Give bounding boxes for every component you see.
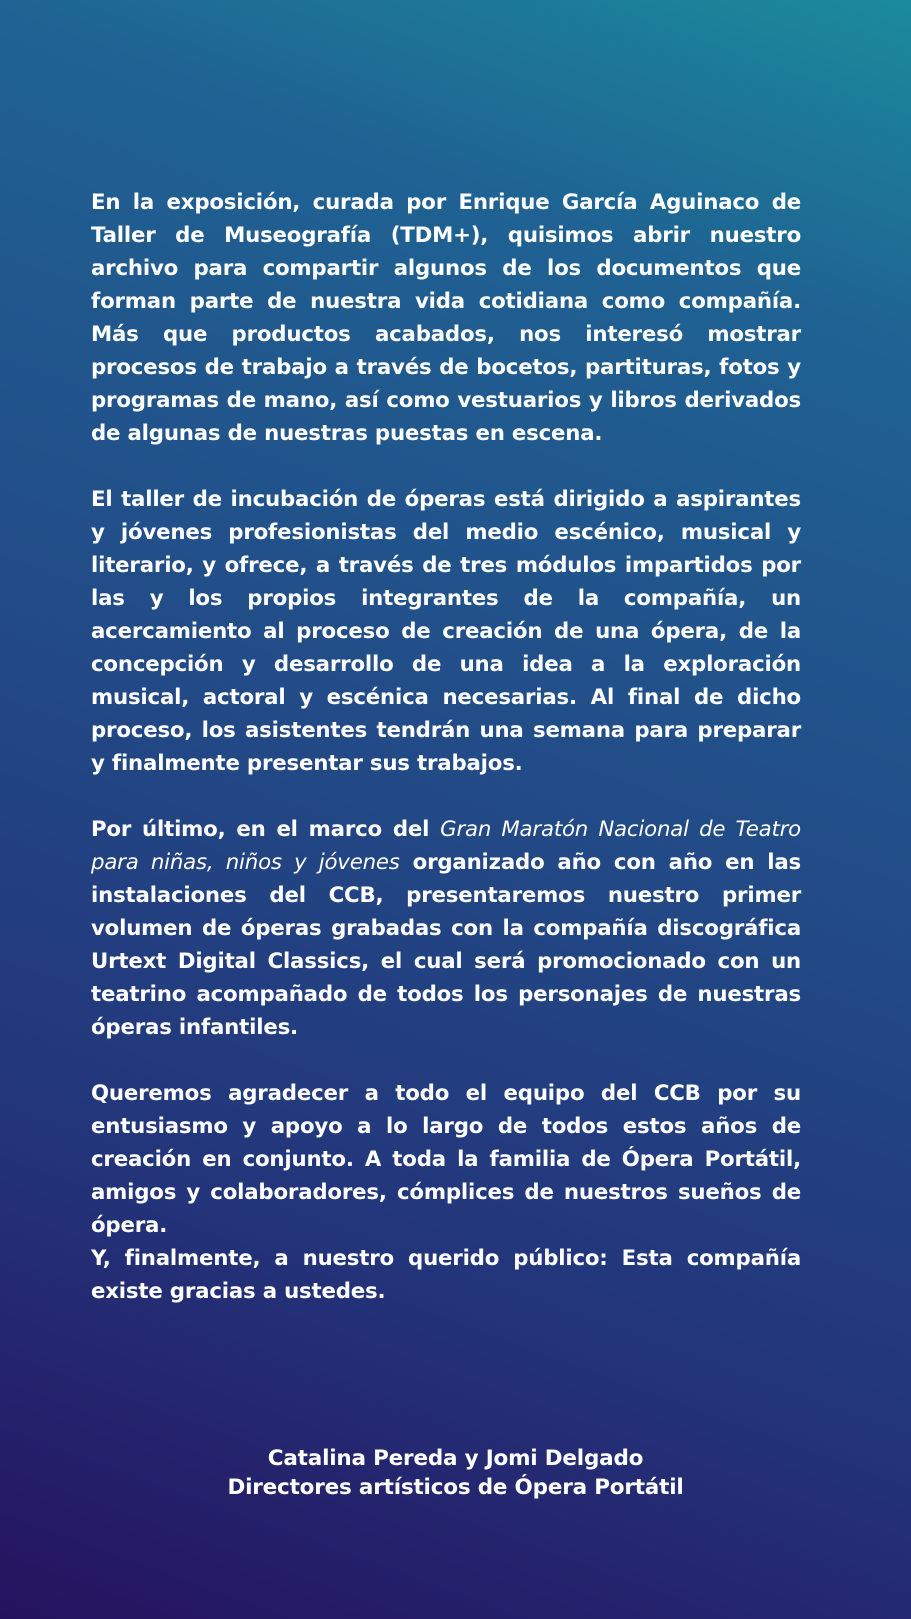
letter-body	[91, 186, 801, 1308]
signature-role: Directores artísticos de Ópera Portátil	[227, 1475, 684, 1500]
thanks-team: Queremos agradecer a todo el equipo del CCB por su entusiasmo y apoyo a lo largo de todos estos años de creación en conjunto. A toda la familia de Ópera Portátil, amigos y colaboradores, cómplices de nuestros sueños de ópera.	[91, 1081, 801, 1238]
paragraph-album-rest: organizado año con año en las instalaciones del CCB, presentaremos nuestro primer volumen de óperas grabadas con la compañía discográfica Urtext Digital Classics, el cual será promocionado con un teatrino acompañado de todos los personajes de nuestras óperas infantiles.	[91, 850, 802, 1040]
event-title: Gran Maratón Nacional de Teatro para niñas, niños y jóvenes	[91, 817, 801, 875]
paragraph-thanks	[91, 1077, 801, 1308]
signature-names: Catalina Pereda y Jomi Delgado	[267, 1446, 644, 1471]
paragraph-exhibition: En la exposición, curada por Enrique García Aguinaco de Taller de Museografía (TDM+), quisimos abrir nuestro archivo para compartir algunos de los documentos que forman parte de nuestra vida cotidiana como compañía. Más que productos acabados, nos interesó mostrar procesos de trabajo a través de bocetos, partituras, fotos y programas de mano, así como vestuarios y libros derivados de algunas de nuestras puestas en escena.	[91, 190, 801, 446]
paragraph-workshop: El taller de incubación de óperas está dirigido a aspirantes y jóvenes profesionistas del medio escénico, musical y literario, y ofrece, a través de tres módulos impartidos por las y los propios integrantes de la compañía, un acercamiento al proceso de creación de una ópera, de la concepción y desarrollo de una idea a la exploración musical, actoral y escénica necesarias. Al final de dicho proceso, los asistentes tendrán una semana para preparar y finalmente presentar sus trabajos.	[91, 487, 801, 776]
thanks-audience: Y, finalmente, a nuestro querido público: Esta compañía existe gracias a ustedes.	[91, 1246, 801, 1304]
paragraph-album	[91, 813, 801, 1044]
paragraph-album-intro: Por último, en el marco del	[91, 817, 441, 842]
signature-block	[0, 1444, 911, 1502]
